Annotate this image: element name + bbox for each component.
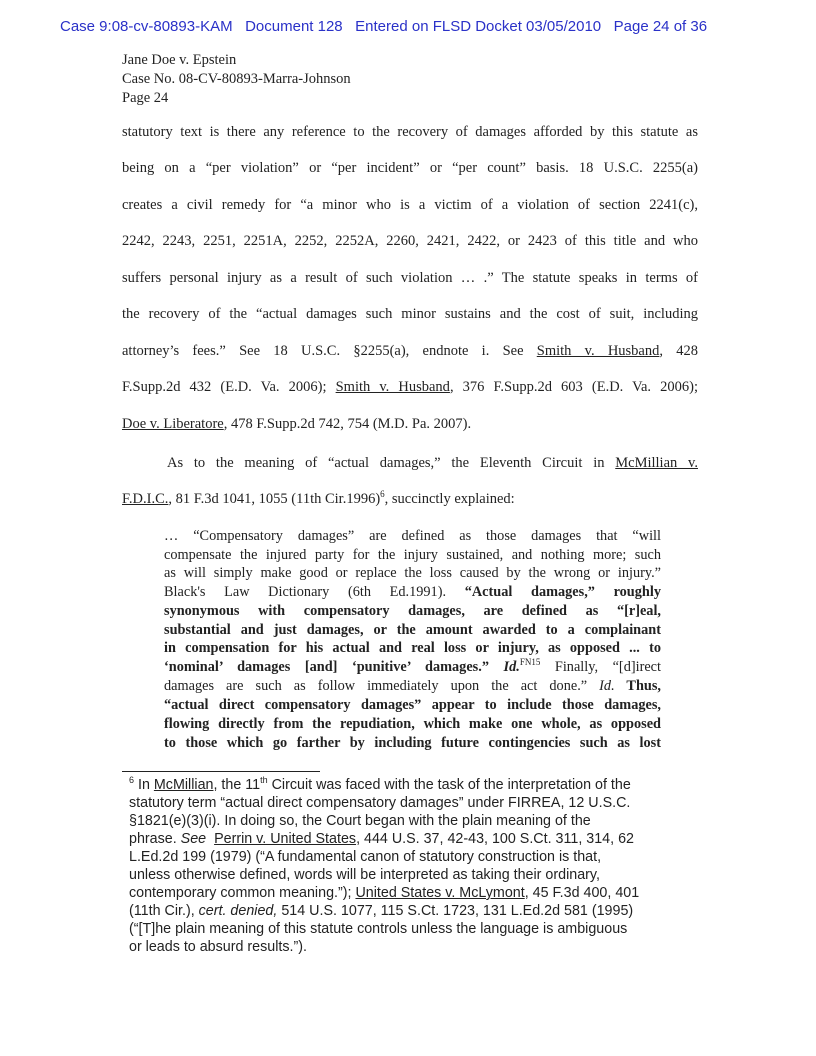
footnote-line: statutory term “actual direct compensatory damages” under FIRREA, 12 U.S.C. [129, 795, 631, 811]
court-filing-header: Case 9:08-cv-80893-KAM Document 128 Entered on FLSD Docket 03/05/2010 Page 24 of 36 [60, 18, 708, 35]
page-number: Page 24 [122, 90, 169, 106]
text: , the 11 [213, 777, 261, 793]
quote-line: … “Compensatory damages” are defined as those damages that “will [164, 528, 661, 544]
bold-text: ‘nominal’ damages [and] ‘punitive’ damages.” [164, 659, 504, 675]
body-line [122, 343, 698, 360]
text: , succinctly explained: [384, 491, 515, 507]
case-citation: Smith v. Husband [536, 343, 660, 359]
text: , 444 U.S. 37, 42-43, 100 S.Ct. 311, 314, 62 [356, 831, 634, 847]
footnote-line [129, 903, 633, 919]
footnote-line [129, 831, 634, 847]
case-citation: Doe v. Liberatore [122, 416, 224, 432]
case-citation: McMillian v. [615, 455, 698, 471]
case-citation: Perrin v. United States [214, 831, 357, 847]
bold-text: “Actual damages,” roughly [464, 584, 661, 600]
footnote-line: §1821(e)(3)(i). In doing so, the Court began with the plain meaning of the [129, 813, 591, 829]
text: 514 U.S. 1077, 115 S.Ct. 1723, 131 L.Ed.2d 581 (1995) [277, 903, 634, 919]
body-line [122, 379, 698, 396]
quote-line: flowing directly from the repudiation, which make one whole, as opposed [164, 716, 661, 732]
quote-line [164, 584, 661, 601]
quote-line [164, 659, 661, 676]
text: (11th Cir.), [129, 903, 199, 919]
quote-line: synonymous with compensatory damages, are defined as “[r]eal, [164, 603, 661, 619]
text: F.Supp.2d 432 (E.D. Va. 2006); [122, 379, 336, 395]
id-citation: Id. [503, 659, 520, 675]
body-line [167, 455, 698, 472]
footnote-marker: 6 [129, 775, 135, 786]
text: attorney’s fees.” See 18 U.S.C. §2255(a), endnote i. See [122, 343, 537, 359]
text: In [134, 777, 154, 793]
case-name: Jane Doe v. Epstein [122, 52, 237, 68]
text: , 478 F.Supp.2d 742, 754 (M.D. Pa. 2007). [223, 416, 472, 432]
body-line: being on a “per violation” or “per incident” or “per count” basis. 18 U.S.C. 2255(a) [122, 160, 698, 176]
text: contemporary common meaning.”); [129, 885, 356, 901]
text: damages are such as follow immediately upon the act done.” [164, 678, 600, 694]
body-line [122, 416, 471, 433]
quote-line: in compensation for his actual and real loss or injury, as opposed ... to [164, 640, 661, 656]
quote-line: as will simply make good or replace the loss caused by the wrong or injury.” [164, 565, 661, 581]
quote-line: compensate the injured party for the injury sustained, and nothing more; such [164, 547, 661, 563]
id-citation: Id. [599, 678, 615, 694]
quote-line: “actual direct compensatory damages” appear to include those damages, [164, 697, 661, 713]
text: phrase. [129, 831, 181, 847]
bold-text: Thus, [614, 678, 661, 694]
quote-line: to those which go farther by including future contingencies such as lost [164, 735, 661, 751]
case-number: Case No. 08-CV-80893-Marra-Johnson [122, 71, 351, 87]
body-line: 2242, 2243, 2251, 2251A, 2252, 2252A, 2260, 2421, 2422, or 2423 of this title and who [122, 233, 698, 249]
footnote-line [129, 885, 639, 901]
case-citation: United States v. McLymont [355, 885, 525, 901]
text: , 376 F.Supp.2d 603 (E.D. Va. 2006); [449, 379, 698, 395]
case-citation: McMillian [153, 777, 214, 793]
italic-text: cert. denied, [198, 903, 278, 919]
body-line: statutory text is there any reference to the recovery of damages afforded by this statute as [122, 124, 698, 140]
footnote-line: unless otherwise defined, words will be interpreted as taking their ordinary, [129, 867, 600, 883]
case-citation: F.D.I.C. [122, 491, 169, 507]
signal-word: See [180, 831, 207, 847]
quote-line: substantial and just damages, or the amount awarded to a complainant [164, 622, 661, 638]
body-line: creates a civil remedy for “a minor who is a victim of a violation of section 2241(c), [122, 197, 698, 213]
text: As to the meaning of “actual damages,” the Eleventh Circuit in [167, 455, 616, 471]
footnote-line: (“[T]he plain meaning of this statute controls unless the language is ambiguous [129, 921, 628, 937]
text: , 81 F.3d 1041, 1055 (11th Cir.1996) [168, 491, 381, 507]
footnote-line: L.Ed.2d 199 (1979) (“A fundamental canon of statutory construction is that, [129, 849, 602, 865]
body-line: suffers personal injury as a result of such violation … .” The statute speaks in terms of [122, 270, 698, 286]
text: Circuit was faced with the task of the interpretation of the [267, 777, 631, 793]
footnote-line [129, 777, 631, 793]
text: Finally, “[d]irect [540, 659, 662, 675]
case-citation: Smith v. Husband [335, 379, 450, 395]
footnote-ref: FN15 [519, 657, 541, 668]
text: , 45 F.3d 400, 401 [524, 885, 640, 901]
quote-line [164, 678, 661, 695]
footnote-separator [122, 771, 320, 772]
body-line: the recovery of the “actual damages such minor sustains and the cost of suit, including [122, 306, 698, 322]
ordinal-suffix: th [260, 775, 268, 786]
footnote-ref: 6 [380, 489, 385, 500]
text: , 428 [659, 343, 698, 359]
body-line [122, 491, 515, 508]
footnote-line: or leads to absurd results.”). [129, 939, 307, 955]
text: Black's Law Dictionary (6th Ed.1991). [164, 584, 465, 600]
